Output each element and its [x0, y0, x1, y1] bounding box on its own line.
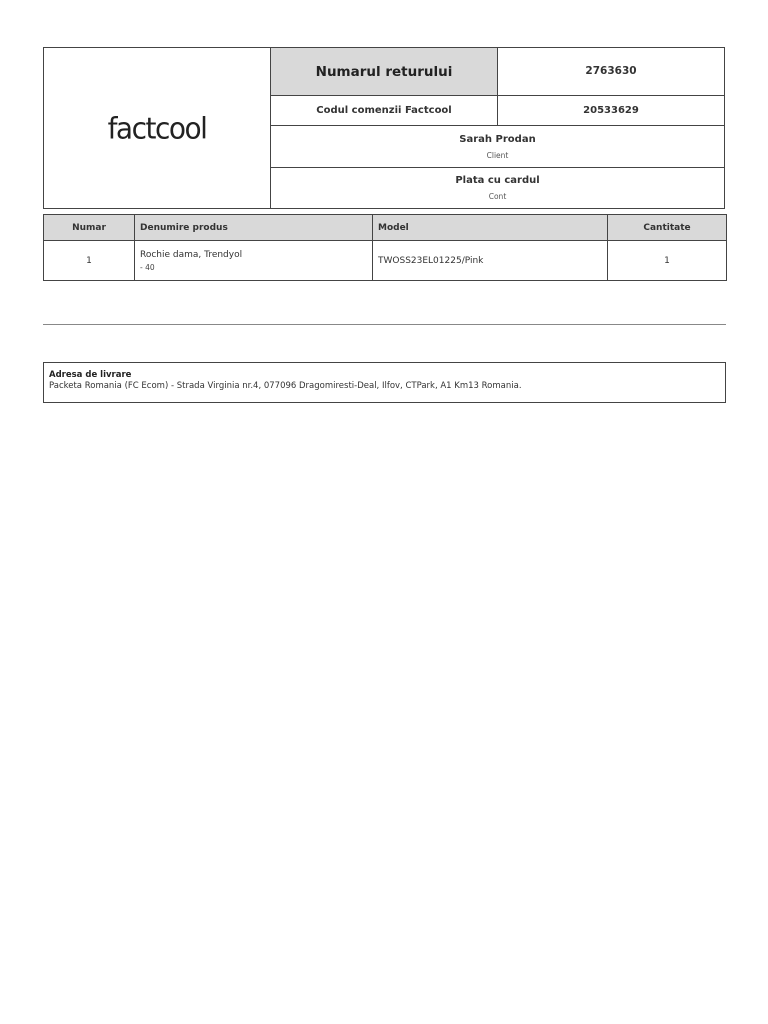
return-number-value: 2763630 [585, 65, 637, 77]
client-caption: Client [486, 150, 509, 160]
order-code-value-cell [498, 96, 724, 126]
delivery-address-box [43, 362, 726, 403]
return-number-value-cell [498, 48, 724, 96]
order-code-label: Codul comenzii Factcool [316, 105, 452, 116]
payment-caption: Cont [488, 192, 507, 201]
return-header [43, 47, 725, 209]
payment-cell [271, 168, 724, 208]
logo-cell [44, 48, 271, 208]
delivery-address-text: Packeta Romania (FC Ecom) - Strada Virginia nr.4, 077096 Dragomiresti-Deal, Ilfov, CTPark, A1 Km13 Romania. [49, 381, 522, 391]
product-name: Rochie dama, Trendyol [140, 249, 243, 260]
table-row [44, 241, 727, 281]
section-divider [43, 324, 726, 325]
column-header-number: Numar [44, 215, 135, 241]
column-header-product-name: Denumire produs [135, 215, 373, 241]
client-name: Sarah Prodan [459, 133, 536, 145]
row-number: 1 [44, 241, 135, 281]
product-cell [135, 241, 373, 281]
product-quantity: 1 [608, 241, 727, 281]
return-number-label-cell [271, 48, 498, 96]
factcool-logo: factcool [107, 110, 207, 146]
client-cell [271, 126, 724, 168]
order-code-label-cell [271, 96, 498, 126]
product-size: - 40 [140, 262, 155, 272]
delivery-address-title: Adresa de livrare [49, 370, 132, 380]
column-header-model: Model [373, 215, 608, 241]
product-model: TWOSS23EL01225/Pink [373, 241, 608, 281]
products-table [43, 214, 727, 281]
return-number-label: Numarul returului [315, 63, 453, 80]
column-header-quantity: Cantitate [608, 215, 727, 241]
payment-method: Plata cu cardul [455, 175, 540, 186]
products-header-row [44, 215, 727, 241]
order-code-value: 20533629 [583, 105, 639, 116]
